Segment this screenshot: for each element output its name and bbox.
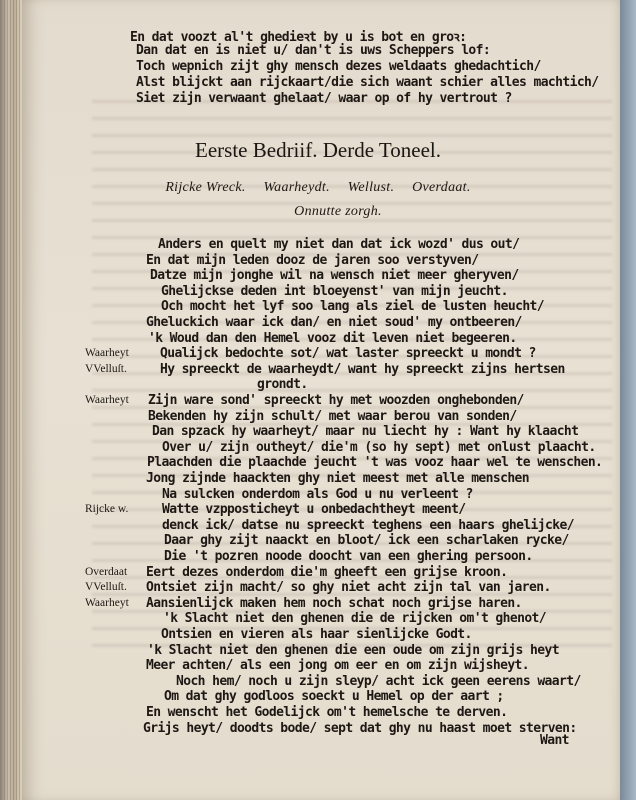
dialogue-line: Over u/ zijn outheyt/ die'm (so hy sept) met onlust plaacht. [162, 439, 596, 455]
dialogue-line: Die 't pozren noode doocht van een ghering persoon. [164, 549, 533, 564]
dialogue-line: Dan spzack hy waarheyt/ maar nu liecht hy : Want hy klaacht [152, 424, 579, 440]
dialogue-line: Aansienlijck maken hem noch schat noch grijse haren. [146, 595, 522, 611]
dialogue-line: Ontsiet zijn macht/ so ghy niet acht zijn tal van jaren. [146, 580, 551, 596]
cast-waarheydt: Waarheydt. [263, 180, 330, 195]
verse-line: Dan dat en is niet u/ dan't is uws Scheppers lof: [136, 43, 491, 58]
dialogue-line: Qualijck bedochte sot/ wat laster spreeckt u mondt ? [160, 346, 536, 362]
dialogue-line: Ontsien en vieren als haar sienlijcke Godt. [161, 627, 472, 642]
dialogue-line: Watte vzpposticheyt u onbedachtheyt meent/ [162, 502, 466, 518]
cast-overdaat: Overdaat. [412, 180, 471, 195]
verse-line: Toch wepnich zijt ghy mensch dezes weldaats ghedachtich/ [136, 59, 541, 74]
dialogue-line: 'k Slacht niet den ghenen die een oude om zijn grijs heyt [147, 642, 559, 658]
speaker-label: VVelluſt. [85, 362, 127, 375]
dialogue-line: En dat mijn leden dooz de jaren soo verstyven/ [146, 252, 479, 268]
dialogue-line: 'k Woud dan den Hemel vooz dit leven niet begeeren. [148, 330, 517, 346]
dialogue-line: Meer achten/ als een jong om eer en om zijn wijsheyt. [146, 658, 530, 674]
cast-wellust: Wellust. [347, 180, 395, 195]
dialogue-line: Bekenden hy zijn schult/ met waar berou van sonden/ [148, 408, 517, 424]
dialogue-line: Gheluckich waar ick dan/ en niet soud' my ontbeeren/ [146, 315, 522, 330]
verse-line: En dat voozt al't ghedieꝛt by u is bot en groꝛ: [130, 30, 467, 45]
dialogue-line: Jong zijnde haackten ghy niet meest met alle menschen [146, 471, 530, 486]
dialogue-line: Om dat ghy godloos soeckt u Hemel op der aart ; [164, 689, 504, 705]
dialogue-line: Plaachden die plaachde jeucht 't was vooz haar wel te wenschen. [147, 455, 603, 471]
verse-line: Siet zijn verwaant ghelaat/ waar op of hy vertrout ? [136, 91, 512, 106]
dialogue-line: Ghelijckse deden int bloeyenst' van mijn jeucht. [161, 283, 508, 299]
dialogue-line: Eert dezes onderdom die'm gheeft een grijse kroon. [146, 564, 508, 580]
cast-list [0, 180, 636, 196]
speaker-label: Overdaat [85, 565, 128, 578]
dialogue-line: Zijn ware sond' spreeckt hy met woozden onghebonden/ [148, 393, 524, 408]
dialogue-line: 'k Slacht niet den ghenen die de rijcken om't ghenot/ [163, 611, 547, 627]
speaker-label: VVelluſt. [85, 581, 127, 594]
dialogue-line: Anders en quelt my niet dan dat ick wozd' dus out/ [158, 237, 520, 252]
dialogue-line: denck ick/ datse nu spreeckt teghens een haars ghelijcke/ [162, 517, 574, 533]
dialogue-line: Na sulcken onderdom als God u nu verleent ? [162, 486, 473, 502]
background-right [620, 0, 636, 800]
dialogue-line: grondt. [257, 377, 308, 393]
verse-line: Alst blijckt aan rijckaart/die sich waant schier alles machtich/ [136, 75, 599, 90]
dialogue-line: Hy spreeckt de waarheydt/ want hy spreeckt zijns hertsen [160, 361, 565, 377]
speaker-label: Rijcke w. [85, 503, 129, 516]
speaker-label: Waarheyt [85, 596, 129, 609]
dialogue-line: Noch hem/ noch u zijn sleyp/ acht ick geen eerens waart/ [176, 673, 581, 689]
dialogue-line: Grijs heyt/ doodts bode/ sept dat ghy nu haast moet sterven: [143, 720, 577, 736]
dialogue-line: Datze mijn jonghe wil na wensch niet meer gheryven/ [150, 268, 519, 284]
cast-rijcke-wreck: Rijcke Wreck. [165, 180, 246, 195]
dialogue-line: Daar ghy zijt naackt en bloot/ ick een scharlaken rycke/ [164, 533, 569, 549]
dialogue-line: En wenscht het Godelijck om't hemelsche te derven. [146, 705, 508, 720]
cast-onnutte-zorgh: Onnutte zorgh. [294, 204, 382, 219]
speaker-label: Waarheyt [85, 347, 129, 360]
catchword: Want [540, 733, 569, 748]
speaker-label: Waarheyt [85, 394, 129, 406]
dialogue-line: Och mocht het lyf soo lang als ziel de lusten heucht/ [161, 299, 545, 315]
scene-title: Eerste Bedriif. Derde Toneel. [195, 138, 441, 162]
